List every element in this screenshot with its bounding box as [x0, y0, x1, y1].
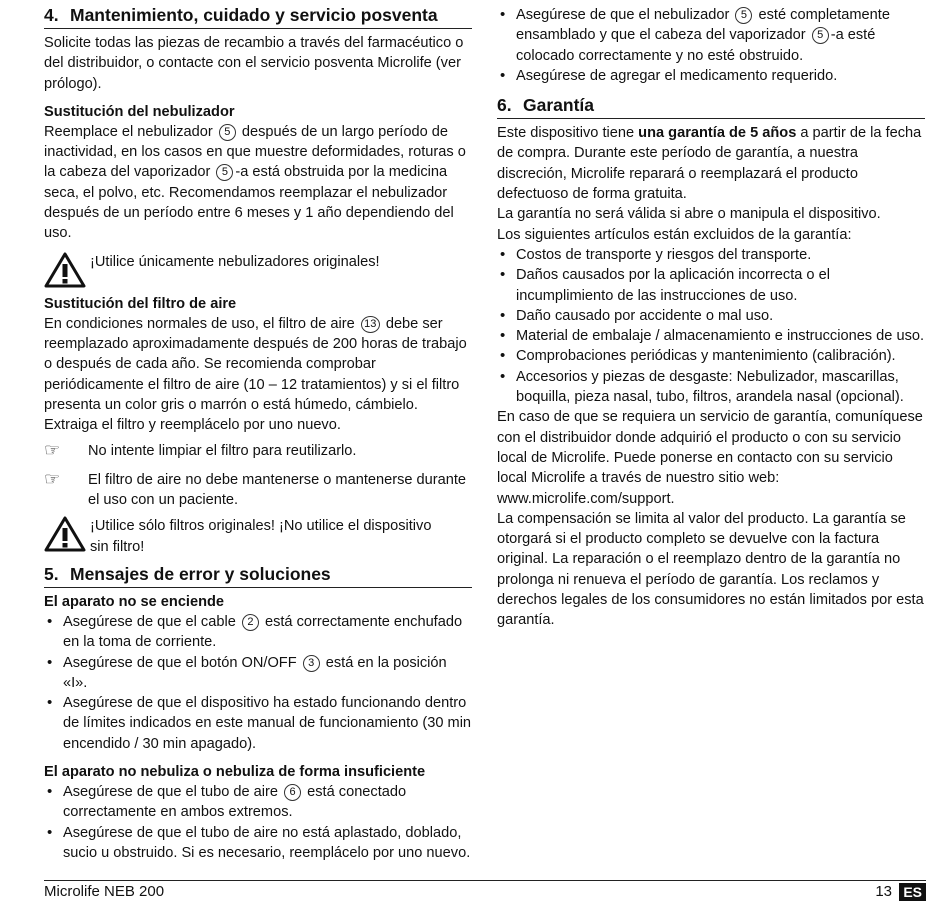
- section-title: Mantenimiento, cuidado y servicio posventa: [70, 5, 438, 25]
- ref-number: 5: [219, 124, 236, 141]
- pointing-hand-icon: ☞: [44, 440, 61, 461]
- case-no-nebulize-list-continued: [497, 5, 925, 86]
- warranty-p3: Los siguientes artículos están excluidos de la garantía:: [497, 226, 852, 243]
- section-number: 5.: [44, 563, 59, 584]
- warranty-p2: La garantía no será válida si abre o manipula el dispositivo.: [497, 206, 881, 223]
- list-item: • Asegúrese de agregar el medicamento requerido.: [497, 66, 925, 86]
- nebulizer-heading: Sustitución del nebulizador: [44, 103, 235, 120]
- section-5-heading: [44, 563, 472, 588]
- warranty-p1: Este dispositivo tiene una garantía de 5 años a partir de la fecha de compra. Durante este período de garantía, a nuestra discreción, Microlife reparará o reemplazará el producto defectuoso de forma gratuita.: [497, 125, 922, 203]
- case-no-power-heading: El aparato no se enciende: [44, 593, 225, 610]
- list-item: • Daño causado por accidente o mal uso.: [497, 306, 925, 326]
- section-4-heading: [44, 4, 472, 29]
- ref-number: 5: [735, 7, 752, 24]
- section-4-intro: Solicite todas las piezas de recambio a través del farmacéutico o del distribuidor, o contacte con el servicio posventa Microlife (ver prólogo).: [44, 35, 464, 92]
- right-column: [497, 0, 925, 631]
- section-number: 6.: [497, 95, 512, 116]
- page-footer: [44, 880, 926, 900]
- list-item: • Asegúrese de que el nebulizador 5 esté completamente ensamblado y que el cabeza del vaporizador 5 -a esté colocado correctamente y no esté obstruido.: [497, 5, 925, 66]
- warning-triangle-icon: [44, 252, 86, 288]
- ref-number: 3: [303, 655, 320, 672]
- case-no-nebulize-list: [44, 782, 472, 863]
- ref-number: 13: [361, 316, 380, 333]
- footer-model: Microlife NEB 200: [44, 883, 165, 900]
- list-item: • Comprobaciones periódicas y mantenimiento (calibración).: [497, 346, 925, 366]
- list-item: • Material de embalaje / almacenamiento e instrucciones de uso.: [497, 326, 925, 346]
- left-column: [44, 0, 472, 863]
- warning-original-nebulizers: [44, 252, 472, 288]
- section-title: Mensajes de error y soluciones: [70, 563, 331, 584]
- warranty-p4: En caso de que se requiera un servicio de garantía, comuníquese con el distribuidor donde adquirió el producto o con su servicio local de Microlife. Puede ponerse en contacto con su servicio local Microlife a través de nuestro sitio web: www.microlife.com/support.: [497, 409, 923, 507]
- note-text: No intente limpiar el filtro para reutilizarlo.: [88, 443, 357, 460]
- list-item: • Accesorios y piezas de desgaste: Nebulizador, mascarillas, boquilla, pieza nasal, tubo, filtros, arandela nasal (opcional).: [497, 367, 925, 408]
- warning-text: ¡Utilice únicamente nebulizadores originales!: [90, 253, 380, 270]
- section-number: 4.: [44, 5, 59, 25]
- section-title: Garantía: [523, 95, 594, 116]
- list-item: • Asegúrese de que el tubo de aire 6 está conectado correctamente en ambos extremos.: [44, 782, 472, 823]
- list-item: • Daños causados por la aplicación incorrecta o el incumplimiento de las instrucciones de uso.: [497, 265, 925, 306]
- ref-number: 6: [284, 784, 301, 801]
- filter-heading: Sustitución del filtro de aire: [44, 295, 237, 312]
- page-number: 13: [875, 883, 892, 900]
- list-item: • Asegúrese de que el dispositivo ha estado funcionando dentro de límites indicados en este manual de funcionamiento (30 min encendido / 30 min apagado).: [44, 693, 472, 754]
- warranty-p5: La compensación se limita al valor del producto. La garantía se otorgará si el producto completo se devuelve con la factura original. La reparación o el reemplazo dentro de la garantía no prolonga ni renueva el período de garantía. Los reclamos y derechos legales de los consumidores no están limitados por esta garantía.: [497, 510, 924, 629]
- list-item: • Costos de transporte y riesgos del transporte.: [497, 245, 925, 265]
- nebulizer-text: Reemplace el nebulizador 5 después de un largo período de inactividad, en los casos en que muestre deformidades, roturas o la cabeza del vaporizador 5 -a está obstruida por la medicina seca, el polvo, etc. Recomendamos reemplazar el nebulizador después de un período entre 6 meses y 1 año dependiendo del uso.: [44, 123, 466, 242]
- ref-number: 5: [812, 27, 829, 44]
- language-badge: ES: [899, 883, 926, 901]
- warning-text: ¡Utilice sólo filtros originales! ¡No utilice el dispositivo sin filtro!: [90, 518, 432, 555]
- ref-number: 2: [242, 614, 259, 631]
- warning-triangle-icon: [44, 516, 86, 552]
- warranty-exclusions-list: [497, 245, 925, 407]
- section-6-heading: [497, 94, 925, 119]
- note-filter-usage: [44, 470, 472, 511]
- case-no-nebulize-heading: El aparato no nebuliza o nebuliza de forma insuficiente: [44, 764, 426, 781]
- list-item: • Asegúrese de que el tubo de aire no está aplastado, doblado, sucio u obstruido. Si es necesario, reemplácelo por uno nuevo.: [44, 823, 472, 864]
- pointing-hand-icon: ☞: [44, 468, 61, 489]
- warning-original-filters: [44, 516, 472, 557]
- case-no-power-list: [44, 612, 472, 754]
- note-text: El filtro de aire no debe mantenerse o mantenerse durante el uso con un paciente.: [88, 471, 467, 509]
- filter-text: En condiciones normales de uso, el filtro de aire 13 debe ser reemplazado aproximadamente después de 200 horas de trabajo o después de cada año. Se recomienda comprobar periódicamente el filtro de aire (10 – 12 tratamientos) y si el filtro presenta un color gris o marrón o está húmedo, cámbielo. Extraiga el filtro y reemplácelo por uno nuevo.: [44, 315, 467, 434]
- ref-number: 5: [216, 164, 233, 181]
- note-no-cleaning: [44, 441, 472, 461]
- list-item: • Asegúrese de que el botón ON/OFF 3 está en la posición «I».: [44, 653, 472, 694]
- list-item: • Asegúrese de que el cable 2 está correctamente enchufado en la toma de corriente.: [44, 612, 472, 653]
